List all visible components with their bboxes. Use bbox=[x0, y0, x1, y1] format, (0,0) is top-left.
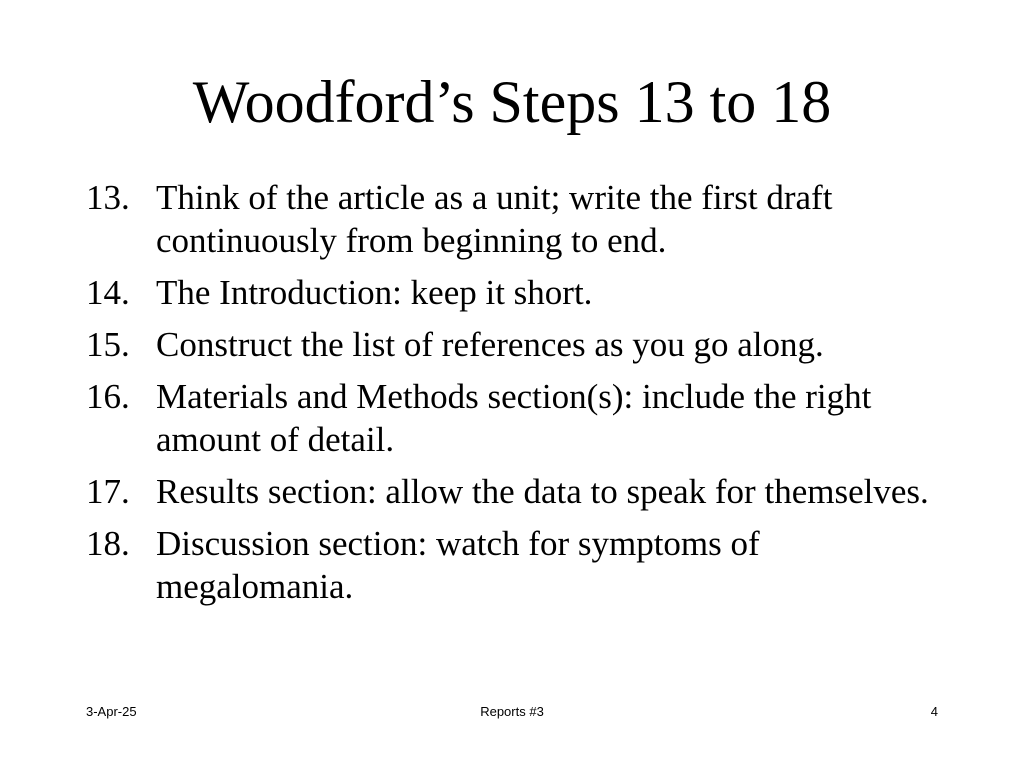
item-number: 16. bbox=[86, 377, 130, 416]
item-number: 14. bbox=[86, 273, 130, 312]
list-item bbox=[86, 176, 946, 262]
list-item bbox=[86, 271, 946, 314]
item-number: 13. bbox=[86, 178, 130, 217]
footer-page-number: 4 bbox=[930, 704, 938, 719]
item-text: Think of the article as a unit; write the first draft continuously from beginning to end. bbox=[156, 178, 833, 260]
item-text: Results section: allow the data to speak for themselves. bbox=[156, 472, 929, 511]
list-item bbox=[86, 323, 946, 366]
footer-date: 3-Apr-25 bbox=[86, 704, 137, 719]
item-text: The Introduction: keep it short. bbox=[156, 273, 593, 312]
slide-title: Woodford’s Steps 13 to 18 bbox=[192, 69, 832, 135]
item-number: 15. bbox=[86, 325, 130, 364]
item-number: 17. bbox=[86, 472, 130, 511]
item-text: Materials and Methods section(s): include the right amount of detail. bbox=[156, 377, 872, 459]
footer-title: Reports #3 bbox=[480, 704, 544, 719]
item-text: Discussion section: watch for symptoms of megalomania. bbox=[156, 524, 760, 606]
list-item bbox=[86, 375, 946, 461]
list-item bbox=[86, 522, 946, 608]
steps-list bbox=[86, 176, 946, 617]
item-text: Construct the list of references as you go along. bbox=[156, 325, 824, 364]
list-item bbox=[86, 470, 946, 513]
item-number: 18. bbox=[86, 524, 130, 563]
